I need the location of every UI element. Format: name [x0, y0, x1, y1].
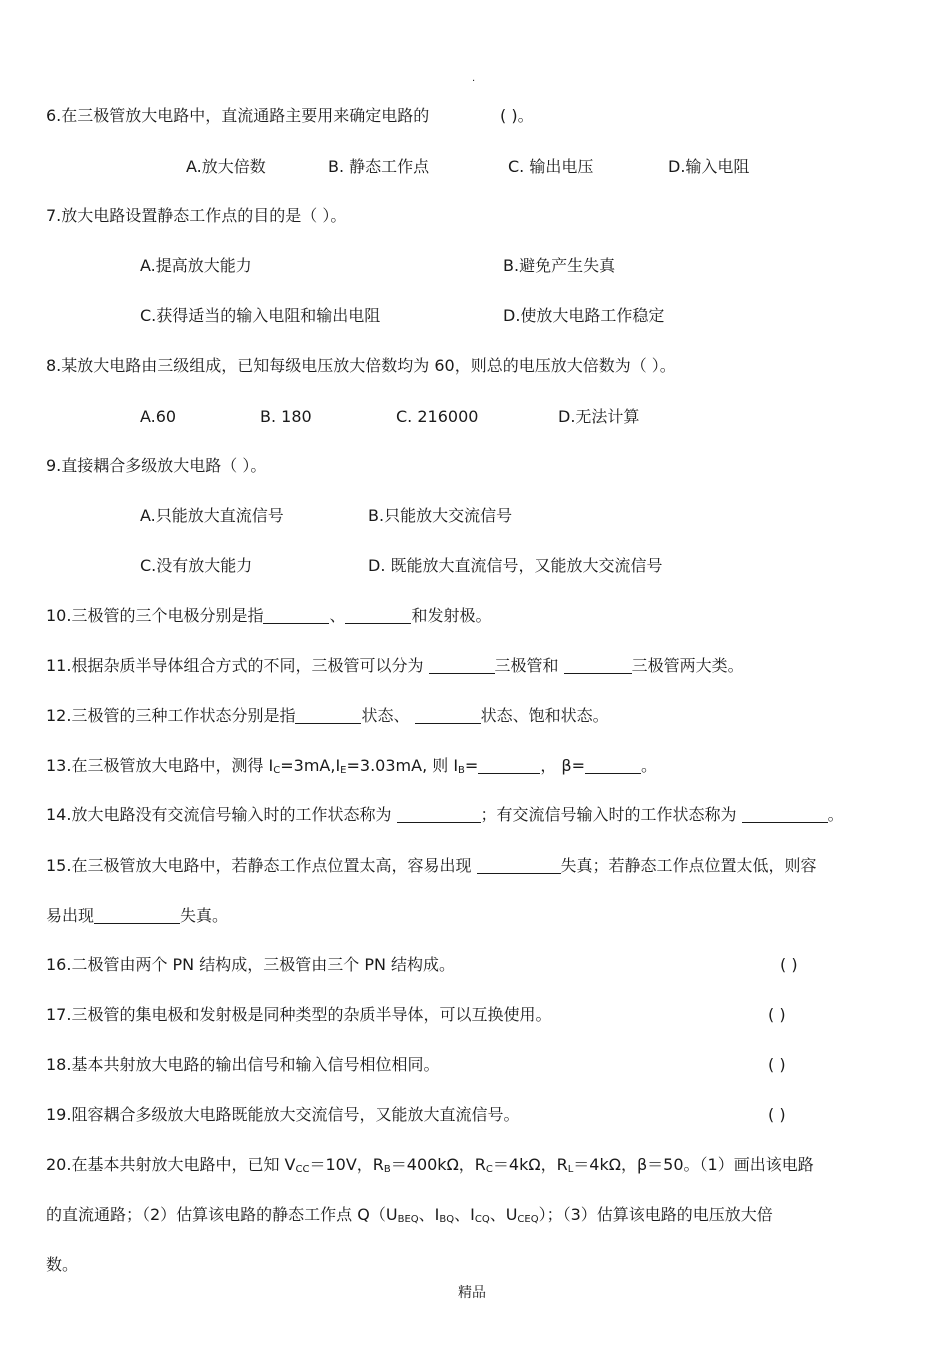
q11-text-c: 三极管两大类。: [631, 656, 744, 675]
q20-sub-c: C: [485, 1164, 493, 1175]
q8-option-d: D.无法计算: [558, 407, 640, 426]
question-8: 8.某放大电路由三级组成，已知每级电压放大倍数均为 60，则总的电压放大倍数为（ ）。: [46, 356, 676, 375]
q8-option-c: C. 216000: [396, 407, 479, 426]
q13-text-d: =: [464, 756, 479, 775]
answer-blank[interactable]: [477, 857, 561, 874]
answer-blank[interactable]: [742, 806, 828, 823]
question-19-bracket: ( ): [768, 1105, 786, 1124]
q20-l1d: ＝4kΩ，R: [492, 1155, 568, 1174]
q14-text-a: 14.放大电路没有交流信号输入时的工作状态称为: [46, 805, 392, 824]
q8-option-b: B. 180: [260, 407, 312, 426]
q20-l1b: ＝10V，R: [309, 1155, 384, 1174]
q20-sub-beq: BEQ: [397, 1214, 419, 1225]
question-13: [46, 756, 657, 781]
q20-l1a: 20.在基本共射放大电路中，已知 V: [46, 1155, 296, 1174]
q15-text-c: 易出现: [46, 906, 95, 925]
q20-l2d: 、U: [489, 1205, 518, 1224]
q15-text-b: 失真；若静态工作点位置太低，则容: [560, 856, 817, 875]
question-18-bracket: ( ): [768, 1055, 786, 1074]
q20-l1e: ＝4kΩ，β＝50。（1）画出该电路: [573, 1155, 814, 1174]
question-10: [46, 606, 491, 626]
q9-option-d: D. 既能放大直流信号，又能放大交流信号: [368, 556, 663, 575]
q15-text-d: 失真。: [180, 906, 229, 925]
question-16-bracket: ( ): [780, 955, 798, 974]
q6-option-d: D.输入电阻: [668, 157, 750, 176]
q6-option-c: C. 输出电压: [508, 157, 594, 176]
q14-text-b: ；有交流信号输入时的工作状态称为: [480, 805, 737, 824]
q9-option-a: A.只能放大直流信号: [140, 506, 284, 525]
q13-text-f: 。: [641, 756, 658, 775]
question-14: [46, 805, 844, 825]
question-9: 9.直接耦合多级放大电路（ ）。: [46, 456, 267, 475]
question-6-bracket: ( )。: [500, 106, 534, 125]
header-mark: ·: [472, 76, 476, 87]
question-18: 18.基本共射放大电路的输出信号和输入信号相位相同。: [46, 1055, 440, 1074]
q12-text-c: 状态、饱和状态。: [480, 706, 609, 725]
answer-blank[interactable]: [295, 707, 361, 724]
q11-text-a: 11.根据杂质半导体组合方式的不同，三极管可以分为: [46, 656, 424, 675]
answer-blank[interactable]: [429, 657, 495, 674]
question-19: 19.阻容耦合多级放大电路既能放大交流信号，又能放大直流信号。: [46, 1105, 520, 1124]
answer-blank[interactable]: [478, 757, 540, 774]
question-15-cont: [46, 906, 228, 926]
question-20-line-2: [46, 1205, 773, 1230]
q20-sub-bq: BQ: [439, 1214, 455, 1225]
q20-sub-l: L: [567, 1164, 574, 1175]
q10-text-a: 10.三极管的三个电极分别是指: [46, 606, 264, 625]
question-17-bracket: ( ): [768, 1005, 786, 1024]
q20-sub-cq: CQ: [474, 1214, 490, 1225]
q13-text-e: ， β=: [540, 756, 586, 775]
q7-option-c: C.获得适当的输入电阻和输出电阻: [140, 306, 381, 325]
question-17: 17.三极管的集电极和发射极是同种类型的杂质半导体，可以互换使用。: [46, 1005, 552, 1024]
page-footer: 精品: [458, 1285, 486, 1301]
answer-blank[interactable]: [564, 657, 632, 674]
q10-text-b: 、: [329, 606, 346, 625]
answer-blank[interactable]: [415, 707, 481, 724]
q6-option-a: A.放大倍数: [186, 157, 266, 176]
q7-option-b: B.避免产生失真: [503, 256, 616, 275]
q20-l2c: 、I: [454, 1205, 475, 1224]
question-20-line-1: [46, 1155, 814, 1180]
answer-blank[interactable]: [263, 607, 329, 624]
q12-text-a: 12.三极管的三种工作状态分别是指: [46, 706, 296, 725]
q9-option-b: B.只能放大交流信号: [368, 506, 513, 525]
q9-option-c: C.没有放大能力: [140, 556, 253, 575]
q7-option-a: A.提高放大能力: [140, 256, 252, 275]
q13-sub-e: E: [340, 765, 347, 776]
q13-sub-c: C: [273, 765, 281, 776]
q20-sub-cc: CC: [295, 1164, 310, 1175]
q13-text-a: 13.在三极管放大电路中，测得 I: [46, 756, 274, 775]
q7-option-d: D.使放大电路工作稳定: [503, 306, 665, 325]
answer-blank[interactable]: [397, 806, 481, 823]
q11-text-b: 三极管和: [494, 656, 559, 675]
question-6-text: 6.在三极管放大电路中，直流通路主要用来确定电路的: [46, 106, 430, 125]
q8-option-a: A.60: [140, 407, 177, 426]
q12-text-b: 状态、: [361, 706, 410, 725]
q14-text-c: 。: [827, 805, 844, 824]
question-12: [46, 706, 609, 726]
answer-blank[interactable]: [585, 757, 641, 774]
answer-blank[interactable]: [345, 607, 411, 624]
q20-sub-b: B: [383, 1164, 391, 1175]
question-15: [46, 856, 817, 876]
q6-option-b: B. 静态工作点: [328, 157, 430, 176]
q20-sub-ceq: CEQ: [517, 1214, 539, 1225]
answer-blank[interactable]: [94, 907, 180, 924]
q10-text-c: 和发射极。: [411, 606, 492, 625]
question-6: [46, 106, 429, 126]
question-7: 7.放大电路设置静态工作点的目的是（ ）。: [46, 206, 347, 225]
q15-text-a: 15.在三极管放大电路中，若静态工作点位置太高，容易出现: [46, 856, 472, 875]
q20-l1c: ＝400kΩ，R: [390, 1155, 486, 1174]
q13-text-b: =3mA,I: [280, 756, 341, 775]
q13-sub-b: B: [458, 765, 465, 776]
q13-text-c: =3.03mA, 则 I: [346, 756, 459, 775]
q20-l2a: 的直流通路；（2）估算该电路的静态工作点 Q（U: [46, 1205, 398, 1224]
question-11: [46, 656, 744, 676]
question-16: 16.二极管由两个 PN 结构成，三极管由三个 PN 结构成。: [46, 955, 456, 974]
question-20-line-3: 数。: [46, 1255, 79, 1274]
q20-l2b: 、I: [418, 1205, 440, 1224]
q20-l2e: ）；（3）估算该电路的电压放大倍: [538, 1205, 773, 1224]
